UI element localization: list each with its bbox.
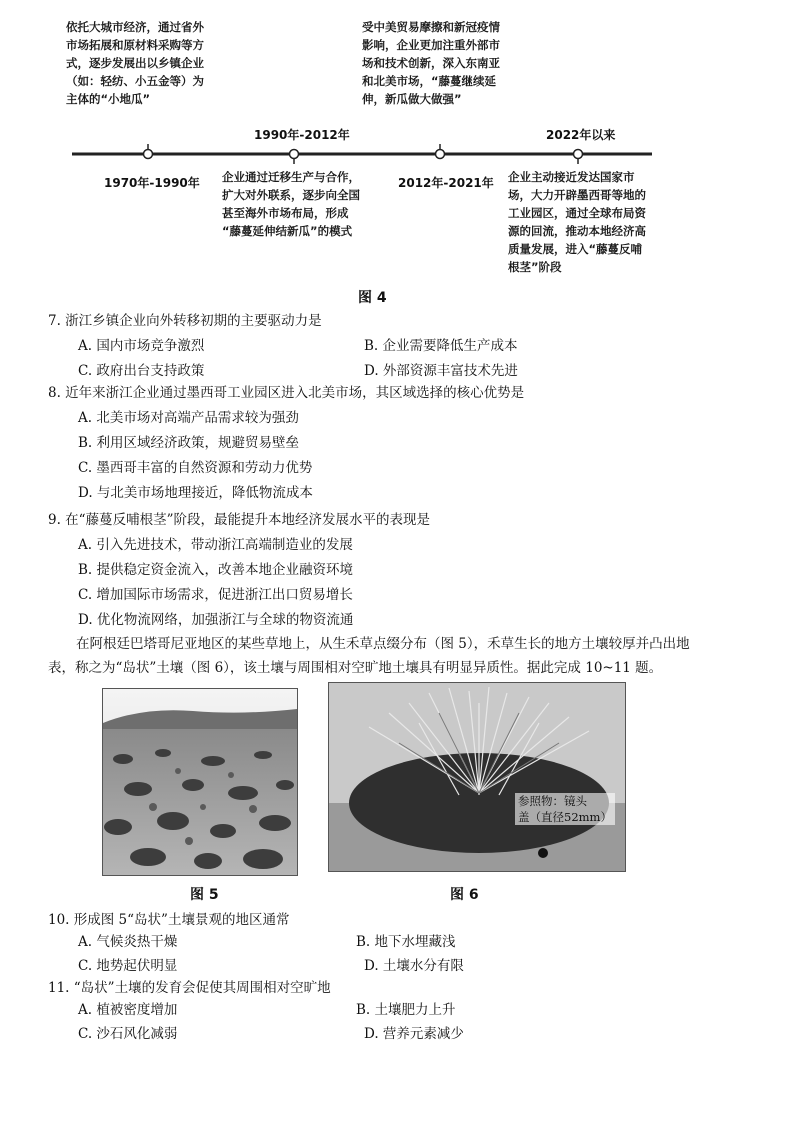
- figure6-caption: 图 6: [450, 887, 479, 903]
- option-b: B. 土壤肥力上升: [356, 1002, 456, 1018]
- passage-line-1: 在阿根廷巴塔哥尼亚地区的某些草地上，从生禾草点缀分布（图 5），禾草生长的地方土壤较厚并凸出地: [76, 636, 690, 652]
- option-a: A. 植被密度增加: [78, 1002, 178, 1018]
- question-stem: 9. 在“藤蔓反哺根茎”阶段，最能提升本地经济发展水平的表现是: [48, 512, 430, 528]
- option-a: A. 国内市场竞争激烈: [78, 338, 205, 354]
- question-10: [48, 910, 748, 974]
- annotation-line-1: 参照物：镜头: [518, 794, 587, 808]
- figure4-caption: 图 4: [358, 290, 387, 306]
- timeline-date-1970: 1970年-1990年: [104, 176, 200, 190]
- timeline-text-2022: 企业主动接近发达国家市 场，大力开辟墨西哥等地的 工业园区，通过全球布局资 源的回流，推动本地经济高 质量发展，进入“藤蔓反哺 根茎”阶段: [508, 170, 646, 274]
- timeline-node-3: [436, 150, 445, 159]
- timeline-text-2012: 受中美贸易摩擦和新冠疫情 影响，企业更加注重外部市 场和技术创新，深入东南亚 和北美市场，“藤蔓继续延 伸，新瓜做大做强”: [362, 20, 500, 106]
- question-stem: 10. 形成图 5“岛状”土壤景观的地区通常: [48, 912, 290, 928]
- question-stem: 11. “岛状”土壤的发育会促使其周围相对空旷地: [48, 980, 331, 996]
- option-c: C. 墨西哥丰富的自然资源和劳动力优势: [78, 460, 313, 476]
- question-8: [48, 383, 768, 501]
- option-a: A. 引入先进技术，带动浙江高端制造业的发展: [78, 537, 353, 553]
- figure5-photo: [102, 688, 298, 876]
- passage-line-2: 表，称之为“岛状”土壤（图 6），该土壤与周围相对空旷地土壤具有明显异质性。据此完成 10~11 题。: [48, 660, 663, 676]
- option-a: A. 气候炎热干燥: [78, 934, 178, 950]
- question-stem: 8. 近年来浙江企业通过墨西哥工业园区进入北美市场，其区域选择的核心优势是: [48, 385, 525, 401]
- grassland-image: [103, 689, 297, 875]
- option-b: B. 企业需要降低生产成本: [364, 338, 518, 354]
- timeline-date-1990: 1990年-2012年: [254, 128, 350, 142]
- question-11: [48, 978, 748, 1042]
- option-c: C. 增加国际市场需求，促进浙江出口贸易增长: [78, 587, 353, 603]
- option-c: C. 地势起伏明显: [78, 958, 178, 974]
- option-c: C. 政府出台支持政策: [78, 363, 205, 379]
- timeline-node-4: [574, 150, 583, 159]
- question-7: [48, 311, 748, 379]
- option-d: D. 营养元素减少: [364, 1026, 464, 1042]
- grass-tussock-image: [329, 683, 625, 871]
- figure4-timeline: [0, 0, 794, 310]
- passage: [48, 632, 768, 680]
- timeline-text-1990: 企业通过迁移生产与合作， 扩大对外联系，逐步向全国 甚至海外市场布局，形成 “藤蔓延伸结新瓜”的模式: [222, 170, 360, 238]
- option-d: D. 外部资源丰富技术先进: [364, 363, 518, 379]
- lens-cap-reference: [538, 848, 548, 858]
- figure5-caption: 图 5: [190, 887, 219, 903]
- figure6-annotation: [515, 793, 615, 825]
- option-d: D. 优化物流网络，加强浙江与全球的物资流通: [78, 612, 354, 628]
- timeline-node-1: [144, 150, 153, 159]
- question-stem: 7. 浙江乡镇企业向外转移初期的主要驱动力是: [48, 313, 322, 329]
- option-c: C. 沙石风化减弱: [78, 1026, 178, 1042]
- timeline-text-1970: 依托大城市经济，通过省外 市场拓展和原材料采购等方 式，逐步发展出以乡镇企业 （如：轻纺、小五金等）为 主体的“小地瓜”: [66, 20, 204, 106]
- option-b: B. 提供稳定资金流入，改善本地企业融资环境: [78, 562, 354, 578]
- timeline-axis: [0, 140, 794, 170]
- annotation-line-2: 盖（直径52mm）: [518, 810, 612, 824]
- option-d: D. 与北美市场地理接近，降低物流成本: [78, 485, 313, 501]
- option-a: A. 北美市场对高端产品需求较为强劲: [78, 410, 299, 426]
- timeline-date-2022: 2022年以来: [546, 128, 616, 142]
- option-d: D. 土壤水分有限: [364, 958, 464, 974]
- figure6-photo: [328, 682, 626, 872]
- option-b: B. 利用区域经济政策，规避贸易壁垒: [78, 435, 300, 451]
- question-9: [48, 510, 768, 628]
- option-b: B. 地下水埋藏浅: [356, 934, 456, 950]
- timeline-date-2012: 2012年-2021年: [398, 176, 494, 190]
- timeline-node-2: [290, 150, 299, 159]
